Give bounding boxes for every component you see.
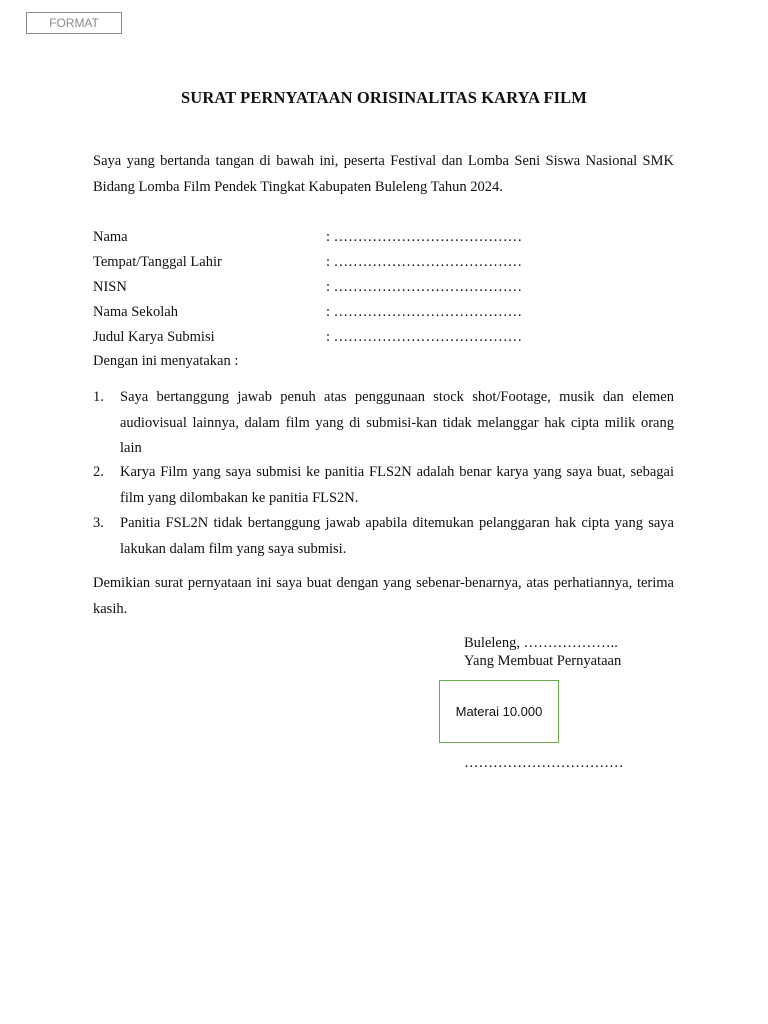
field-row-nisn bbox=[93, 275, 674, 300]
format-label: FORMAT bbox=[26, 12, 122, 34]
list-number: 1. bbox=[93, 389, 104, 405]
signature-title: Yang Membuat Pernyataan bbox=[464, 653, 622, 669]
list-number: 3. bbox=[93, 515, 104, 531]
list-text: Saya bertanggung jawab penuh atas penggunaan stock shot/Footage, musik dan elemen audiovisual lainnya, dalam film yang di submisi-kan tidak melanggar hak cipta milik orang lain bbox=[120, 389, 674, 456]
field-value: : ………………………………… bbox=[326, 304, 523, 320]
statement-intro: Dengan ini menyatakan : bbox=[93, 353, 239, 369]
field-label: Judul Karya Submisi bbox=[93, 329, 215, 345]
field-label: NISN bbox=[93, 279, 127, 295]
field-value: : ………………………………… bbox=[326, 229, 523, 245]
field-row-nama bbox=[93, 225, 674, 250]
field-label: Nama Sekolah bbox=[93, 304, 178, 320]
stamp-box: Materai 10.000 bbox=[439, 680, 559, 743]
field-label: Tempat/Tanggal Lahir bbox=[93, 254, 222, 270]
list-text: Karya Film yang saya submisi ke panitia FLS2N adalah benar karya yang saya buat, sebagai film yang dilombakan ke panitia FLS2N. bbox=[120, 464, 674, 506]
field-value: : ………………………………… bbox=[326, 279, 523, 295]
field-value: : ………………………………… bbox=[326, 254, 523, 270]
field-label: Nama bbox=[93, 229, 128, 245]
field-row-judul-karya bbox=[93, 325, 674, 350]
document-title: SURAT PERNYATAAN ORISINALITAS KARYA FILM bbox=[181, 88, 587, 107]
signature-place-date: Buleleng, ……………….. bbox=[464, 635, 618, 651]
signature-name-line: …………………………… bbox=[464, 755, 624, 771]
intro-paragraph: Saya yang bertanda tangan di bawah ini, peserta Festival dan Lomba Seni Siswa Nasional SMK Bidang Lomba Film Pendek Tingkat Kabupaten Buleleng Tahun 2024. bbox=[93, 153, 674, 195]
field-row-tempat-tanggal-lahir bbox=[93, 250, 674, 275]
field-row-nama-sekolah bbox=[93, 300, 674, 325]
field-value: : ………………………………… bbox=[326, 329, 523, 345]
list-number: 2. bbox=[93, 464, 104, 480]
closing-paragraph: Demikian surat pernyataan ini saya buat dengan yang sebenar-benarnya, atas perhatiannya, terima kasih. bbox=[93, 575, 674, 617]
list-text: Panitia FSL2N tidak bertanggung jawab apabila ditemukan pelanggaran hak cipta yang saya lakukan dalam film yang saya submisi. bbox=[120, 515, 674, 557]
